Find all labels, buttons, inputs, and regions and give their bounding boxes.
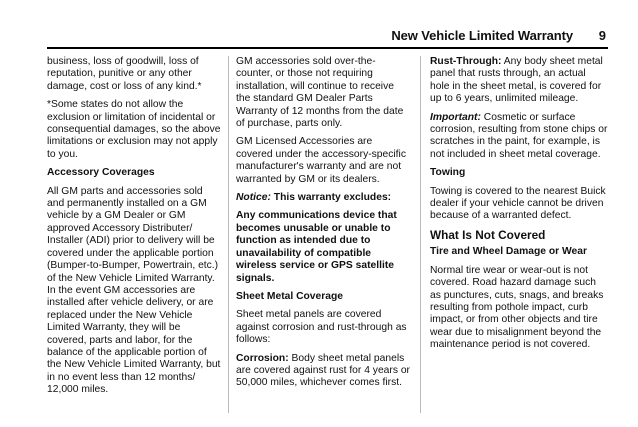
column-3	[430, 56, 608, 358]
section-heading: Towing	[430, 167, 466, 179]
notice-text: This warranty excludes:	[273, 192, 392, 204]
rust-text: Any body sheet metal panel that rusts through, an actual hole in the sheet metal, is covered for up to 6 years, unlimited mileage.	[430, 56, 603, 105]
paragraph: *Some states do not allow the exclusion or limitation of incidental or consequential damages, so the above limitations or exclusion may not apply to you.	[47, 99, 221, 160]
paragraph: GM Licensed Accessories are covered under the accessory-specific manufacturer's warranty and are not warranted by GM or its dealers.	[236, 136, 406, 185]
paragraph: Sheet metal panels are covered against corrosion and rust-through as follows:	[236, 309, 407, 346]
column-divider	[228, 56, 229, 413]
column-1	[47, 56, 221, 403]
paragraph: GM accessories sold over-the-counter, or those not requiring installation, will continue to receive the standard GM Dealer Parts Warranty of 12 months from the date of purchase, parts only.	[236, 56, 404, 130]
page-number: 9	[598, 28, 606, 43]
notice	[236, 192, 411, 204]
important-text: Cosmetic or surface corrosion, resulting from stone chips or scratches in the paint, for example, is not included in sheet metal coverage.	[430, 111, 608, 160]
section-heading-large: What Is Not Covered	[430, 227, 546, 242]
rust-label: Rust-Through:	[430, 56, 502, 67]
paragraph: Normal tire wear or wear-out is not covered. Road hazard damage such as punctures, cuts, snags, and breaks resulting from pothole impact, curb impact, or from other objects and tire wear due to misalignment beyond the maintenance period is not covered.	[430, 264, 604, 351]
section-heading: Sheet Metal Coverage	[236, 290, 344, 302]
paragraph: Towing is covered to the nearest Buick dealer if your vehicle cannot be driven because of a warranted defect.	[430, 185, 606, 222]
column-2	[236, 56, 411, 396]
important-label: Important:	[430, 111, 481, 123]
header-rule	[47, 47, 608, 49]
paragraph: business, loss of goodwill, loss of reputation, punitive or any other damage, cost or loss of any kind.*	[47, 56, 202, 92]
section-heading: Accessory Coverages	[47, 167, 155, 179]
rust-paragraph	[430, 56, 608, 106]
paragraph: Any communications device that becomes unusable or unable to function as intended due to unavailability of compatible wireless service or GPS satellite signals.	[236, 210, 397, 284]
paragraph: All GM parts and accessories sold and permanently installed on a GM vehicle by a GM Dealer or GM approved Accessory Distributer/ Installer (ADI) prior to delivery will be covered under the applicable portion (Bumper-to-Bumper, Powertrain, etc.) of the New Vehicle Limited Warranty. In the event GM accessories are installed after vehicle delivery, or are replaced under the New Vehicle Limited Warranty, they will be covered, parts and labor, for the balance of the applicable portion of the New Vehicle Limited Warranty, but in no event less than 12 months/ 12,000 miles.	[47, 185, 221, 396]
header-title: New Vehicle Limited Warranty	[391, 28, 573, 43]
important-paragraph	[430, 112, 608, 162]
notice-label: Notice:	[236, 192, 271, 204]
section-heading: Tire and Wheel Damage or Wear	[430, 246, 587, 258]
corrosion-paragraph	[236, 353, 411, 390]
column-divider	[420, 56, 421, 413]
corrosion-text: Body sheet metal panels are covered against rust for 4 years or 50,000 miles, whichever comes first.	[236, 352, 410, 389]
page-header	[0, 28, 638, 46]
corrosion-label: Corrosion:	[236, 352, 289, 364]
